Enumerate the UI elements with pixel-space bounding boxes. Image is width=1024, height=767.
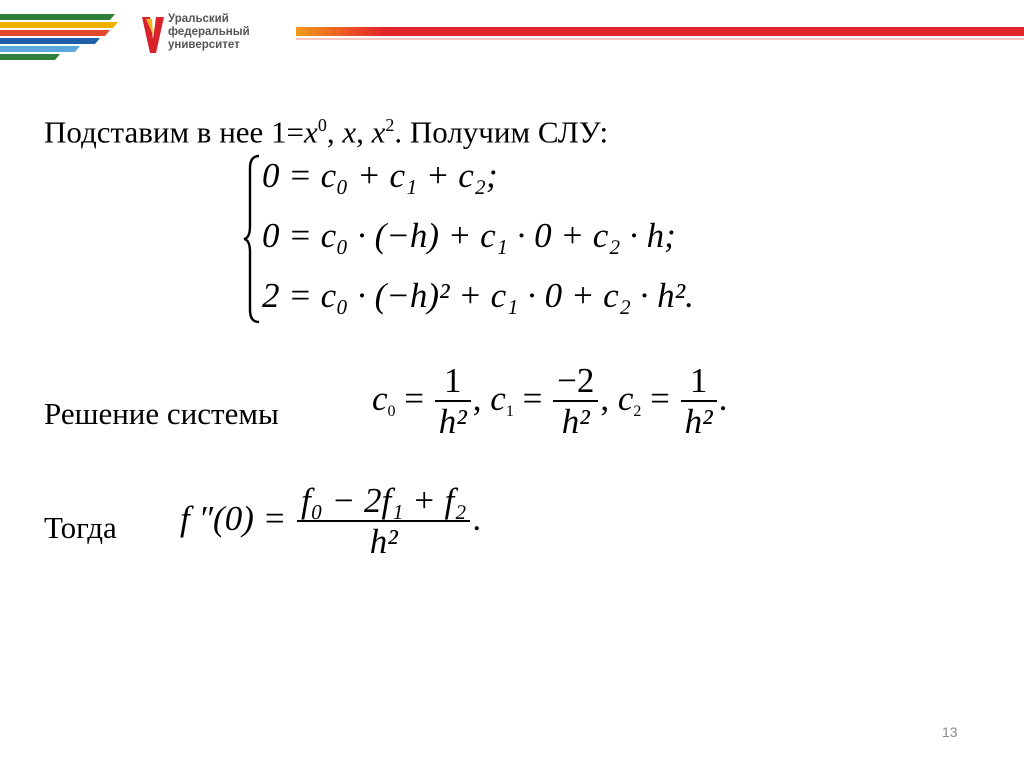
result-numerator: f₀ − 2f₁ + f₂	[300, 481, 467, 520]
separator-2: ,	[356, 114, 372, 150]
equation-2-text: 0 = c₀ · (−h) + c₁ · 0 + c₂ · h;	[262, 216, 676, 255]
c0-numerator: 1	[444, 361, 462, 400]
system-brace	[242, 154, 262, 324]
c1-fraction	[553, 362, 598, 442]
header-banner	[0, 0, 1024, 70]
university-logo-icon	[140, 15, 166, 55]
exponent-2: 2	[385, 115, 395, 135]
university-name-line-2: федеральный	[168, 26, 250, 38]
separator-1: ,	[326, 114, 343, 150]
c2-index: 2	[633, 403, 642, 421]
c0-fraction	[435, 362, 471, 442]
var-x-1: x	[342, 114, 357, 150]
exponent-0: 0	[317, 115, 327, 135]
equation-row-3	[262, 276, 694, 316]
equation-3-text: 2 = c₀ · (−h)² + c₁ · 0 + c₂ · h².	[262, 276, 694, 315]
then-label: Тогда	[44, 510, 117, 545]
sentence-suffix: . Получим СЛУ:	[394, 114, 609, 150]
university-name-line-3: университет	[168, 39, 240, 51]
c2-symbol: c	[617, 379, 634, 419]
result-fraction	[297, 482, 470, 562]
c1-symbol: c	[490, 379, 506, 419]
c2-numerator: 1	[689, 361, 708, 400]
equation-system	[242, 152, 712, 327]
c2-denominator: h²	[681, 400, 717, 442]
c0-denominator: h²	[435, 400, 471, 442]
university-name-line-1: Уральский	[168, 13, 229, 25]
equation-row-1	[262, 156, 498, 196]
c1-denominator: h²	[553, 400, 598, 442]
result-lhs: f ″(0) =	[180, 499, 287, 539]
result-denominator: h²	[297, 520, 470, 562]
equation-row-2	[262, 216, 676, 256]
c0-symbol: c	[372, 379, 388, 419]
c2-fraction	[681, 362, 717, 442]
equation-1-text: 0 = c₀ + c₁ + c₂;	[262, 156, 498, 195]
header-gradient-bar	[296, 24, 1024, 46]
result-formula: f ″(0) = $\frac{\text{f₀ − 2f₁ + f₂}}{\text{h²}}$ .	[180, 481, 482, 561]
university-name	[168, 13, 278, 52]
left-stripes-decoration	[0, 0, 130, 70]
sentence-prefix: Подставим в нее 1=	[44, 114, 305, 150]
c1-numerator: −2	[557, 361, 595, 400]
page-number: 13	[942, 724, 958, 740]
substitution-sentence	[44, 108, 608, 149]
var-x-0: x	[304, 114, 318, 150]
c1-index: 1	[505, 403, 514, 421]
var-x-2: x	[371, 114, 386, 150]
solution-label: Решение системы	[44, 396, 279, 431]
c0-index: 0	[387, 403, 396, 421]
solution-formula: $c_0$ = $\frac{1}{\text{h²}}$ , $c_1$ = $\frac{-2}{\text{h²}}$ , $c_2$ = $\frac{1}{\text{h²}}$ .	[372, 361, 728, 441]
